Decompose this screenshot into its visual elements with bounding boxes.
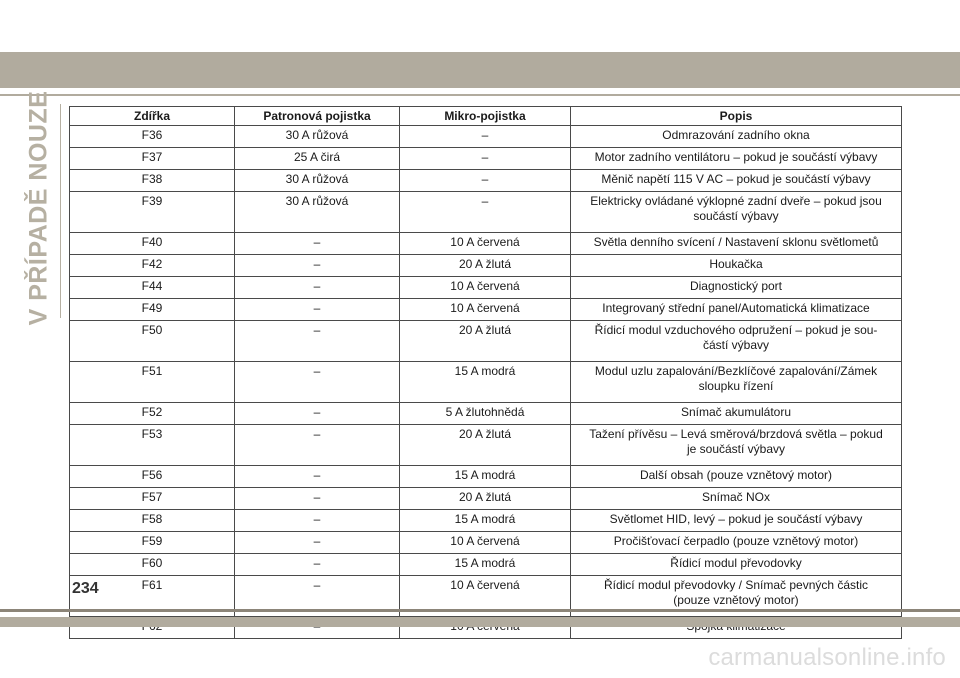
cell-slot: F38: [70, 170, 235, 192]
cell-slot: F50: [70, 321, 235, 362]
cell-micro-fuse: 20 A žlutá: [400, 321, 571, 362]
cell-micro-fuse: –: [400, 126, 571, 148]
table-row: [70, 126, 902, 148]
cell-slot: F36: [70, 126, 235, 148]
cell-cartridge-fuse: 30 A růžová: [235, 170, 400, 192]
table-row: [70, 233, 902, 255]
top-decor-band: [0, 52, 960, 88]
cell-cartridge-fuse: –: [235, 277, 400, 299]
cell-description: Snímač NOx: [571, 488, 902, 510]
cell-description: Měnič napětí 115 V AC – pokud je součástí výbavy: [571, 170, 902, 192]
cell-text-line: Modul uzlu zapalování/Bezklíčové zapalování/Zámek: [594, 364, 878, 378]
cell-slot: F52: [70, 403, 235, 425]
cell-cartridge-fuse: –: [235, 576, 400, 617]
cell-micro-fuse: 15 A modrá: [400, 510, 571, 532]
cell-cartridge-fuse: –: [235, 466, 400, 488]
cell-micro-fuse: 10 A červená: [400, 233, 571, 255]
cell-micro-fuse: 15 A modrá: [400, 362, 571, 403]
cell-text-line: Řídicí modul převodovky / Snímač pevných částic: [603, 578, 869, 592]
section-divider: [60, 104, 61, 318]
cell-description: [571, 425, 902, 466]
cell-micro-fuse: 20 A žlutá: [400, 255, 571, 277]
cell-text-line: (pouze vznětový motor): [673, 593, 799, 607]
cell-micro-fuse: 15 A modrá: [400, 554, 571, 576]
cell-cartridge-fuse: –: [235, 554, 400, 576]
header-cartridge-fuse: Patronová pojistka: [235, 107, 400, 126]
cell-text-line: Tažení přívěsu – Levá směrová/brzdová světla – pokud: [589, 427, 883, 441]
bottom-decor-line: [0, 609, 960, 612]
table-row: [70, 170, 902, 192]
cell-description: Diagnostický port: [571, 277, 902, 299]
table-row: [70, 488, 902, 510]
cell-slot: F42: [70, 255, 235, 277]
table-row: [70, 192, 902, 233]
cell-micro-fuse: –: [400, 192, 571, 233]
cell-text-line: je součástí výbavy: [686, 442, 786, 456]
cell-micro-fuse: 5 A žlutohnědá: [400, 403, 571, 425]
cell-micro-fuse: 20 A žlutá: [400, 488, 571, 510]
cell-micro-fuse: 10 A červená: [400, 277, 571, 299]
cell-text-line: Řídicí modul vzduchového odpružení – pokud je sou-: [594, 323, 878, 337]
table-row: [70, 532, 902, 554]
table-row: [70, 362, 902, 403]
cell-cartridge-fuse: –: [235, 362, 400, 403]
cell-slot: F39: [70, 192, 235, 233]
cell-cartridge-fuse: –: [235, 321, 400, 362]
cell-cartridge-fuse: –: [235, 532, 400, 554]
section-title-text: V PŘÍPADĚ NOUZE: [24, 90, 53, 326]
table-row: [70, 255, 902, 277]
cell-slot: F40: [70, 233, 235, 255]
cell-cartridge-fuse: –: [235, 510, 400, 532]
cell-description: [571, 192, 902, 233]
cell-cartridge-fuse: 25 A čirá: [235, 148, 400, 170]
fuse-table: [69, 106, 902, 639]
table-row: [70, 425, 902, 466]
header-slot: Zdířka: [70, 107, 235, 126]
cell-micro-fuse: 10 A červená: [400, 576, 571, 617]
cell-slot: F37: [70, 148, 235, 170]
cell-cartridge-fuse: 30 A růžová: [235, 192, 400, 233]
cell-description: Odmrazování zadního okna: [571, 126, 902, 148]
cell-micro-fuse: 10 A červená: [400, 532, 571, 554]
cell-description: Snímač akumulátoru: [571, 403, 902, 425]
cell-slot: F58: [70, 510, 235, 532]
cell-slot: F53: [70, 425, 235, 466]
table-row: [70, 554, 902, 576]
top-decor-line: [0, 94, 960, 96]
cell-cartridge-fuse: –: [235, 403, 400, 425]
header-description: Popis: [571, 107, 902, 126]
cell-micro-fuse: –: [400, 170, 571, 192]
cell-description: Světlomet HID, levý – pokud je součástí výbavy: [571, 510, 902, 532]
cell-description: [571, 362, 902, 403]
cell-cartridge-fuse: –: [235, 233, 400, 255]
table-row: [70, 466, 902, 488]
table-row: [70, 510, 902, 532]
cell-cartridge-fuse: 30 A růžová: [235, 126, 400, 148]
cell-cartridge-fuse: –: [235, 425, 400, 466]
cell-description: Světla denního svícení / Nastavení sklonu světlometů: [571, 233, 902, 255]
table-row: [70, 148, 902, 170]
cell-slot: F57: [70, 488, 235, 510]
cell-micro-fuse: 15 A modrá: [400, 466, 571, 488]
cell-text-line: částí výbavy: [702, 338, 770, 352]
cell-slot: F60: [70, 554, 235, 576]
cell-description: Řídicí modul převodovky: [571, 554, 902, 576]
cell-micro-fuse: –: [400, 148, 571, 170]
cell-slot: F59: [70, 532, 235, 554]
table-row: [70, 277, 902, 299]
cell-description: Další obsah (pouze vznětový motor): [571, 466, 902, 488]
cell-micro-fuse: 20 A žlutá: [400, 425, 571, 466]
cell-slot: F61: [70, 576, 235, 617]
cell-text-line: součástí výbavy: [693, 209, 779, 223]
header-micro-fuse: Mikro-pojistka: [400, 107, 571, 126]
table-row: [70, 299, 902, 321]
cell-description: Houkačka: [571, 255, 902, 277]
bottom-decor-band: [0, 617, 960, 627]
cell-cartridge-fuse: –: [235, 299, 400, 321]
cell-text-line: Elektricky ovládané výklopné zadní dveře – pokud jsou: [590, 194, 882, 208]
cell-slot: F56: [70, 466, 235, 488]
cell-description: Integrovaný střední panel/Automatická klimatizace: [571, 299, 902, 321]
cell-description: Motor zadního ventilátoru – pokud je součástí výbavy: [571, 148, 902, 170]
cell-text-line: sloupku řízení: [698, 379, 774, 393]
table-row: [70, 321, 902, 362]
page-number: 234: [72, 580, 99, 597]
cell-micro-fuse: 10 A červená: [400, 299, 571, 321]
cell-description: [571, 321, 902, 362]
watermark: carmanualsonline.info: [708, 644, 946, 671]
cell-slot: F44: [70, 277, 235, 299]
table-header-row: [70, 107, 902, 126]
cell-cartridge-fuse: –: [235, 255, 400, 277]
cell-slot: F49: [70, 299, 235, 321]
cell-description: Pročišťovací čerpadlo (pouze vznětový motor): [571, 532, 902, 554]
fuse-table-body: [70, 126, 902, 639]
cell-cartridge-fuse: –: [235, 488, 400, 510]
table-row: [70, 403, 902, 425]
cell-slot: F51: [70, 362, 235, 403]
